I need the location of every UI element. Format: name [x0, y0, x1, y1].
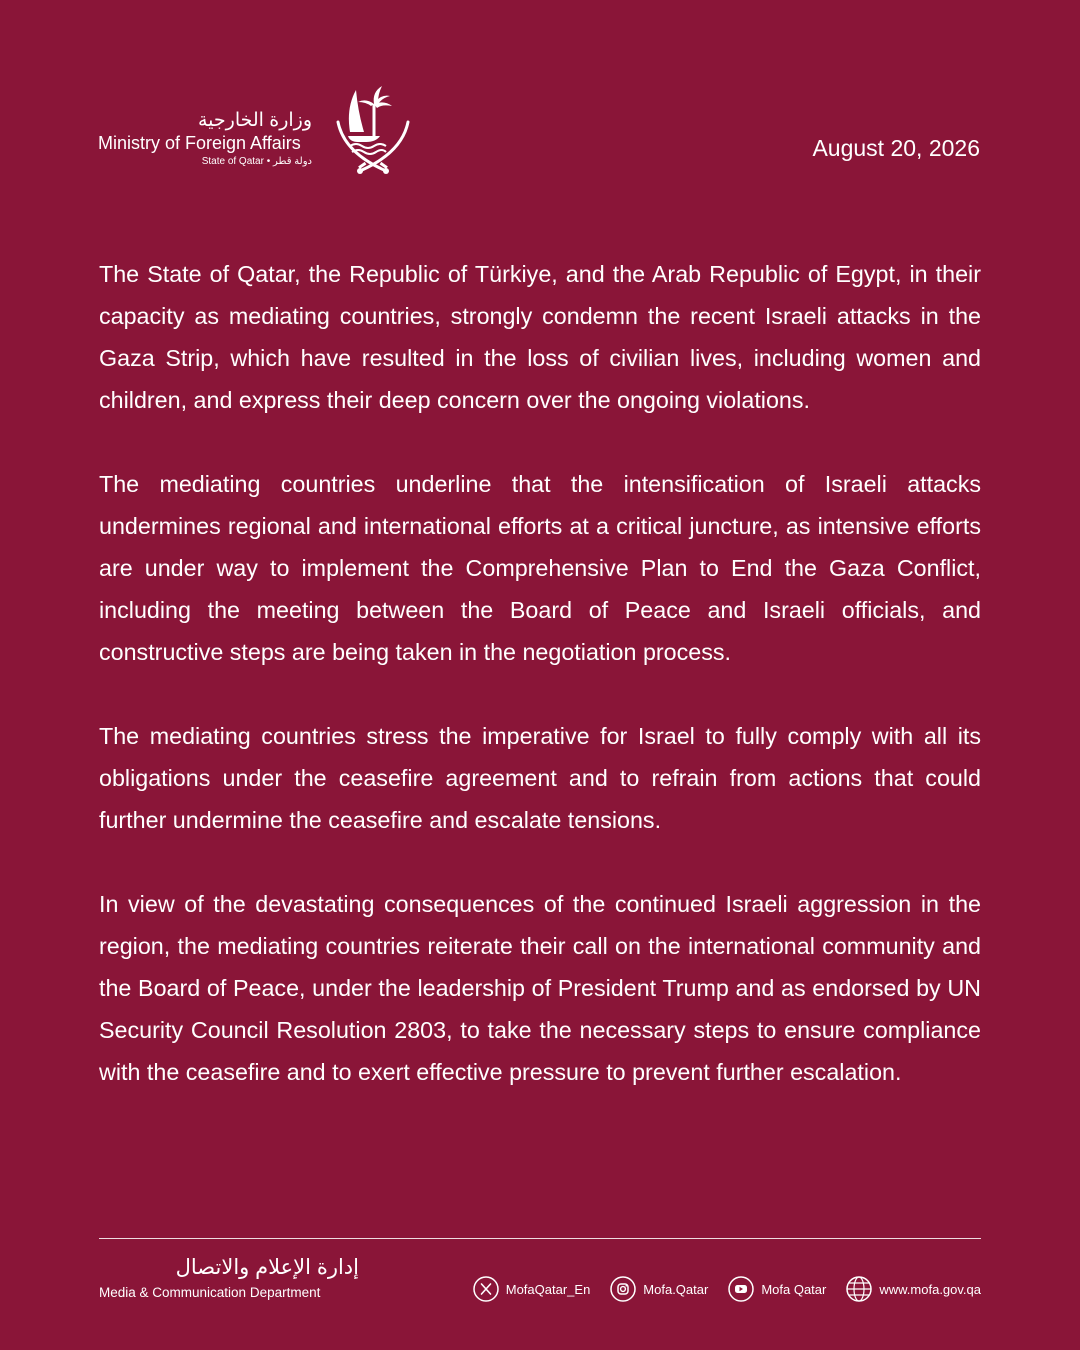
social-links: [473, 1276, 981, 1302]
statement-date: August 20, 2026: [812, 135, 980, 161]
logo-text: [98, 110, 312, 170]
header: [98, 82, 980, 182]
youtube-icon: [728, 1276, 754, 1302]
social-label: Mofa.Qatar: [643, 1281, 709, 1297]
social-link-instagram[interactable]: [610, 1276, 708, 1302]
social-label: Mofa Qatar: [761, 1281, 827, 1297]
statement-body: [99, 253, 981, 1135]
social-link-youtube[interactable]: [728, 1276, 826, 1302]
social-link-website[interactable]: [846, 1276, 981, 1302]
footer-divider: [99, 1238, 981, 1239]
ministry-logo: [98, 82, 418, 182]
globe-icon: [846, 1276, 872, 1302]
statement-paragraph: The mediating countries stress the imperative for Israel to fully comply with all its obligations under the ceasefire agreement and to refrain from actions that could further undermine the ceasefire and escalate tensions.: [99, 723, 981, 833]
social-link-x[interactable]: [473, 1276, 591, 1302]
statement-paragraph: In view of the devastating consequences of the continued Israeli aggression in the region, the mediating countries reiterate their call on the international community and the Board of Peace, under the leadership of President Trump and as endorsed by UN Security Council Resolution 2803, to take the necessary steps to ensure compliance with the ceasefire and to exert effective pressure to prevent further escalation.: [99, 891, 981, 1085]
social-label: www.mofa.gov.qa: [879, 1281, 981, 1297]
logo-subtitle: State of Qatar • دولة قطر: [201, 156, 312, 167]
statement-paragraph: The mediating countries underline that the intensification of Israeli attacks undermines regional and international efforts at a critical juncture, as intensive efforts are under way to implement the Comprehensive Plan to End the Gaza Conflict, including the meeting between the Board of Peace and Israeli officials, and constructive steps are being taken in the negotiation process.: [99, 471, 981, 665]
logo-english-name: Ministry of Foreign Affairs: [98, 133, 301, 153]
statement-paragraph: The State of Qatar, the Republic of Türkiye, and the Arab Republic of Egypt, in their capacity as mediating countries, strongly condemn the recent Israeli attacks in the Gaza Strip, which have resulted in the loss of civilian lives, including women and children, and express their deep concern over the ongoing violations.: [99, 261, 981, 413]
social-label: MofaQatar_En: [505, 1281, 591, 1297]
footer: [99, 1254, 981, 1314]
department-name: [99, 1254, 359, 1304]
department-english: Media & Communication Department: [99, 1285, 321, 1300]
instagram-icon: [610, 1276, 636, 1302]
department-arabic: إدارة الإعلام والاتصال: [175, 1256, 359, 1279]
qatar-emblem-icon: [334, 82, 412, 178]
logo-arabic-name: وزارة الخارجية: [198, 110, 312, 131]
x-icon: [473, 1276, 499, 1302]
